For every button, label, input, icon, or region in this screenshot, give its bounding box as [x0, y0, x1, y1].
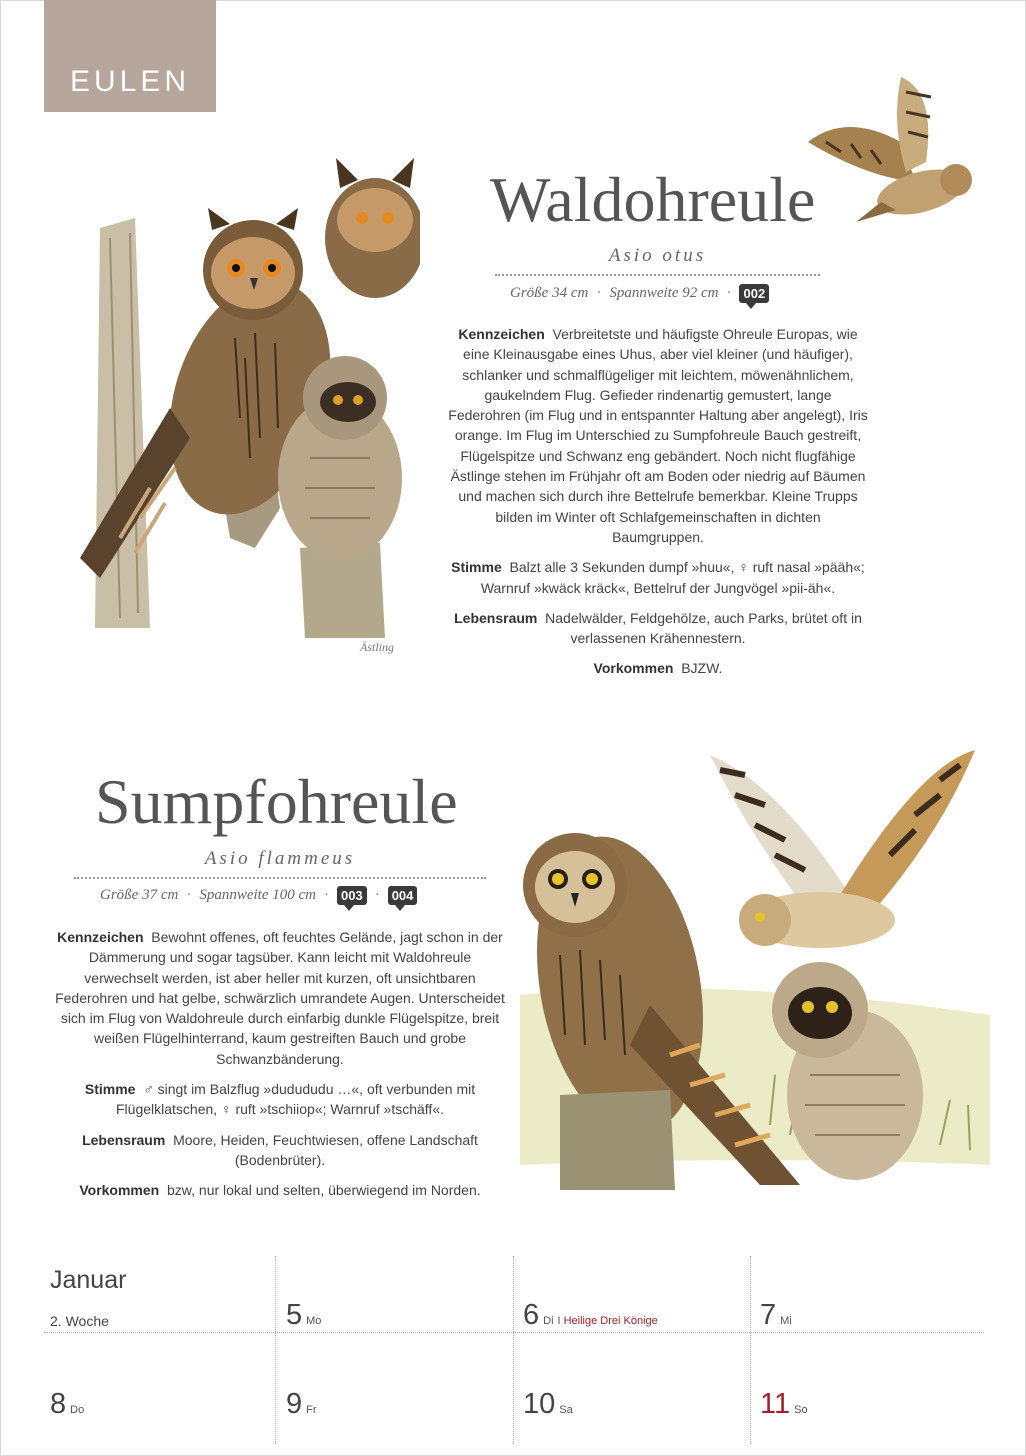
stimme-label: Stimme [451, 559, 502, 576]
calendar-day[interactable] [286, 1301, 321, 1330]
separator: · [596, 285, 602, 301]
species-description [448, 324, 868, 689]
divider [495, 274, 820, 276]
measurements [510, 284, 769, 303]
wingspan-value: Spannweite 100 cm [199, 887, 316, 903]
calendar-day[interactable] [523, 1301, 658, 1330]
size-value: Größe 34 cm [510, 285, 589, 301]
waldohreule-illustration [40, 158, 420, 638]
size-value: Größe 37 cm [100, 887, 179, 903]
separator: · [323, 887, 329, 903]
calendar-divider [513, 1256, 514, 1444]
flying-owl-illustration [806, 72, 976, 232]
separator: · [186, 887, 192, 903]
day-number: 9 [286, 1388, 303, 1420]
weekday-label: Do [70, 1404, 85, 1416]
holiday-label: Heilige Drei Könige [563, 1315, 658, 1327]
day-number: 11 [760, 1388, 791, 1420]
calendar-day[interactable] [286, 1390, 317, 1419]
weekday-label: So [794, 1404, 808, 1416]
calendar-week: 2. Woche [50, 1313, 109, 1329]
vorkommen-text: BJZW. [681, 660, 723, 677]
stimme-label: Stimme [84, 1081, 136, 1098]
day-number: 7 [760, 1299, 777, 1331]
vorkommen-label: Vorkommen [79, 1182, 160, 1199]
latin-name: Asio otus [608, 245, 707, 266]
day-number: 5 [286, 1299, 303, 1331]
lebensraum-label: Lebensraum [82, 1131, 166, 1148]
section-tab [44, 0, 216, 112]
calendar-day[interactable] [760, 1301, 792, 1330]
kennzeichen-label: Kennzeichen [458, 326, 545, 342]
calendar-day[interactable] [760, 1390, 808, 1419]
weekday-label: Di [543, 1315, 554, 1327]
stimme-text: Balzt alle 3 Sekunden dumpf »huu«, ♀ ruft nasal »pääh«; Warnruf »kwäck kräck«, Bettelruf der Jungvögel »pii-äh«. [480, 559, 865, 596]
species-title: Sumpfohreule [95, 766, 458, 837]
calendar-month: Januar [50, 1266, 127, 1294]
sumpfohreule-illustration [520, 745, 1000, 1195]
calendar-divider [275, 1256, 276, 1444]
separator: · [374, 887, 380, 903]
weekday-label: Fr [306, 1404, 317, 1416]
day-number: 8 [50, 1388, 67, 1420]
illustration-caption: Ästling [360, 640, 395, 654]
divider [74, 877, 486, 879]
calendar-day[interactable] [523, 1390, 573, 1419]
day-number: 6 [523, 1299, 540, 1331]
vorkommen-text: bzw, nur lokal und selten, überwiegend im Norden. [167, 1182, 481, 1199]
calendar-divider [750, 1256, 751, 1444]
kennzeichen-text: Bewohnt offenes, oft feuchtes Gelände, jagt schon in der Dämmerung und sogar tagsüber. Kann leicht mit Waldohreule verwechselt werden, ist aber heller mit kurzen, oft unsichtbaren Federohren und hat gelbe, schwärzlich umrandete Augen. Unterscheidet sich im Flug von Waldohreule durch einfarbig dunkle Flügelspitze, breit weißen Flügelhinterrand, kaum gestreiften Bauch und grobe Schwanzbänderung. [55, 929, 505, 1067]
vorkommen-label: Vorkommen [593, 660, 674, 677]
lebensraum-text: Moore, Heiden, Feuchtwiesen, offene Landschaft (Bodenbrüter). [173, 1131, 478, 1168]
kennzeichen-text: Verbreitetste und häufigste Ohreule Europas, wie eine Kleinausgabe eines Uhus, aber viel kleiner (und häufiger), schlanker und schmalflügeliger mit leichtem, möwenähnlichem, gaukelndem Flug. Gefieder rindenartig gemustert, lange Federohren (im Flug und in entspannter Haltung aber angelegt), Iris orange. Im Flug im Unterschied zu Sumpfohreule Bauch gestreift, Flügelspitze und Schwanz eng gebändert. Noch nicht flugfähige Ästlinge stehen im Frühjahr oft am Boden oder niedrig auf Bäumen und machen sich durch ihre Bettelrufe bemerkbar. Kleine Trupps bilden im Winter oft Schlafgemeinschaften in dichten Baumgruppen. [448, 326, 868, 545]
lebensraum-text: Nadelwälder, Feldgehölze, auch Parks, brütet oft in verlassenen Krähennestern. [545, 609, 862, 647]
lebensraum-label: Lebensraum [454, 609, 538, 626]
species-title: Waldohreule [490, 164, 816, 235]
latin-name: Asio flammeus [204, 848, 356, 869]
stimme-text: ♂ singt im Balzflug »dudududu …«, oft verbunden mit Flügelklatschen, ♀ ruft »tschiiop«; Warnruf »tschäff«. [116, 1081, 476, 1118]
separator: I [557, 1315, 561, 1327]
weekday-label: Mo [306, 1315, 322, 1327]
kennzeichen-label: Kennzeichen [57, 929, 144, 945]
species-description [50, 927, 510, 1211]
measurements [100, 886, 417, 905]
wingspan-value: Spannweite 92 cm [609, 285, 719, 301]
section-tab-label: EULEN [69, 65, 191, 98]
weekday-label: Mi [780, 1315, 792, 1327]
calendar-day[interactable] [50, 1390, 84, 1419]
separator: · [726, 285, 732, 301]
audio-track-badge[interactable]: 002 [739, 284, 769, 303]
audio-track-badge[interactable]: 003 [337, 886, 367, 905]
day-number: 10 [523, 1388, 556, 1420]
audio-track-badge[interactable]: 004 [388, 886, 418, 905]
calendar-divider [44, 1332, 984, 1333]
weekday-label: Sa [559, 1404, 573, 1416]
